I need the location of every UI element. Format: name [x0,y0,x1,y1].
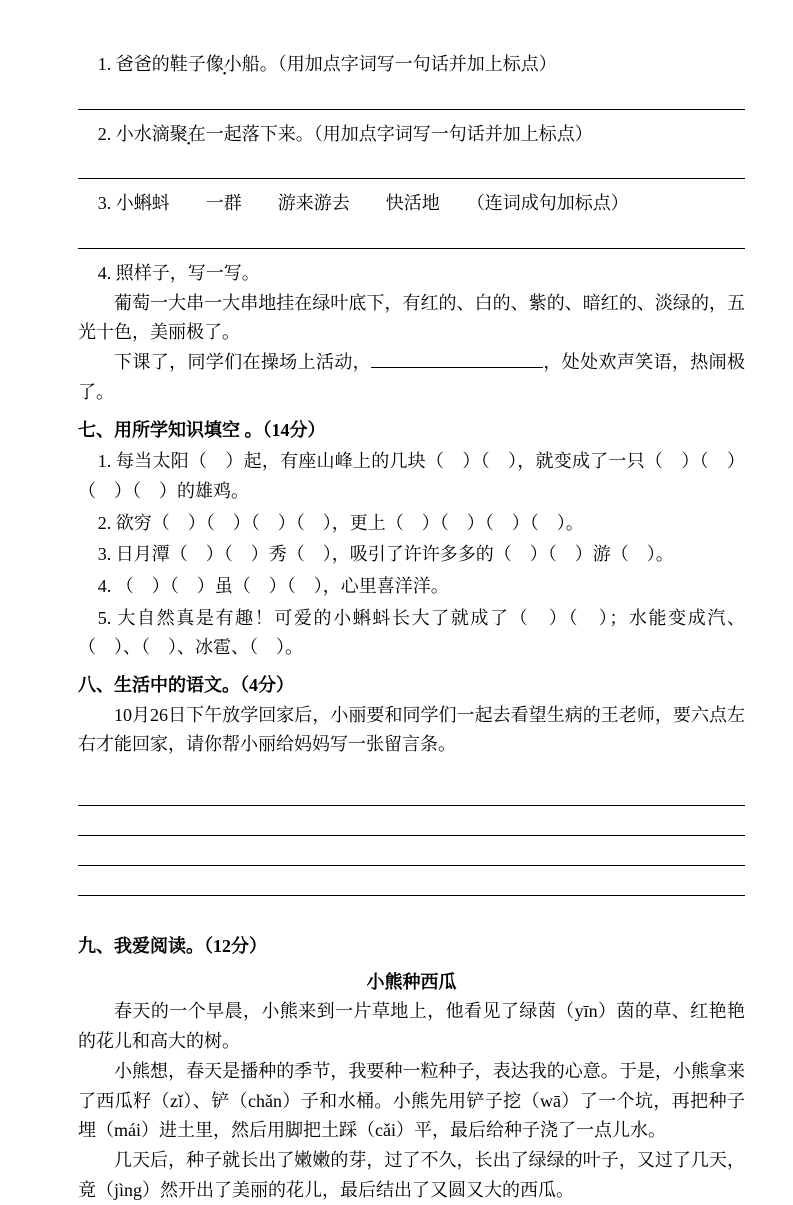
question-2 [78,120,745,150]
question-1-text-pre: 爸爸的鞋子 [115,54,206,74]
section-7-item-4: 4. （ ）（ ）虽（ ）（ ），心里喜洋洋。 [97,575,449,596]
answer-line[interactable] [78,836,745,866]
answer-line[interactable] [78,806,745,836]
question-1-number: 1. [97,54,112,74]
section-9-title: 九、我爱阅读。（12分） [78,936,267,957]
section-7-item-3: 3. 日月潭（ ）（ ）秀（ ），吸引了许许多多的（ ）（ ）游（ ）。 [97,544,674,565]
fill-blank[interactable] [371,349,543,368]
question-4-text: 照样子，写一写。 [115,263,260,284]
fill-sentence-post: ，处处欢声笑语，热闹极了。 [78,352,746,402]
passage-paragraph-2: 小熊想，春天是播种的季节，我要种一粒种子，表达我的心意。于是，小熊拿来了西瓜籽（zǐ）、铲（chǎn）子和水桶。小熊先用铲子挖（wā）了一个坑，再把种子埋（mái）进土里，然后用脚把土踩（cǎi）平，最后给种子浇了一点儿水。 [78,1060,745,1141]
question-1-dotted-word: 像 [205,54,224,74]
question-2-answer-line[interactable] [78,153,745,179]
passage-paragraph-3: 几天后，种子就长出了嫩嫩的芽，过了不久，长出了绿绿的叶子，又过了几天，竟（jìng）然开出了美丽的花儿，最后结出了又圆又大的西瓜。 [78,1149,745,1200]
reading-passage [78,968,745,1205]
section-7-item-2: 2. 欲穷（ ）（ ）（ ）（ ），更上（ ）（ ）（ ）（ ）。 [97,512,584,533]
section-8-prompt: 10月26日下午放学回家后，小丽要和同学们一起去看望生病的王老师，要六点左右才能回家，请你帮小丽给妈妈写一张留言条。 [78,704,745,755]
question-4-example: 葡萄一大串一大串地挂在绿叶底下，有红的、白的、紫的、暗红的、淡绿的，五光十色，美丽极了。 [78,292,745,343]
question-3-answer-line[interactable] [78,223,745,249]
question-2-text-pre: 小水滴 [115,123,170,144]
question-4-number: 4. [97,263,112,284]
section-8-answer-area [78,776,745,896]
question-3-number: 3. [97,193,112,214]
question-4-fill-sentence [78,348,745,407]
answer-line[interactable] [78,866,745,896]
passage-paragraph-1: 春天的一个早晨，小熊来到一片草地上，他看见了绿茵（yīn）茵的草、红艳艳的花儿和高大的树。 [78,1001,745,1052]
question-2-dotted-word: 聚 [169,123,188,144]
section-7-items [78,447,745,663]
answer-line[interactable] [78,776,745,806]
section-7-title: 七、用所学知识填空 。（14分） [78,419,326,440]
question-1-answer-line[interactable] [78,84,745,110]
section-7-item-1: 1. 每当太阳（ ）起，有座山峰上的几块（ ）（ ），就变成了一只（ ）（ ）（ ）（ ）的雄鸡。 [78,451,745,501]
section-8-title: 八、生活中的语文。（4分） [78,675,294,695]
question-3-words: 小蝌蚪 一群 游来游去 快活地 （连词成句加标点） [115,193,629,214]
question-3 [78,189,745,219]
passage-title: 小熊种西瓜 [366,971,457,992]
fill-sentence-pre: 下课了，同学们在操场上活动， [114,352,372,373]
question-1-text-post: 小船。（用加点字词写一句话并加上标点） [223,54,557,74]
question-4 [78,259,745,289]
question-2-text-post: 在一起落下来。（用加点字词写一句话并加上标点） [187,123,593,144]
question-1 [78,50,745,80]
question-2-number: 2. [97,123,112,144]
section-7-item-5: 5. 大自然真是有趣！可爱的小蝌蚪长大了就成了（ ）（ ）；水能变成汽、（ ）、（ ）、冰雹、（ ）。 [78,607,745,658]
